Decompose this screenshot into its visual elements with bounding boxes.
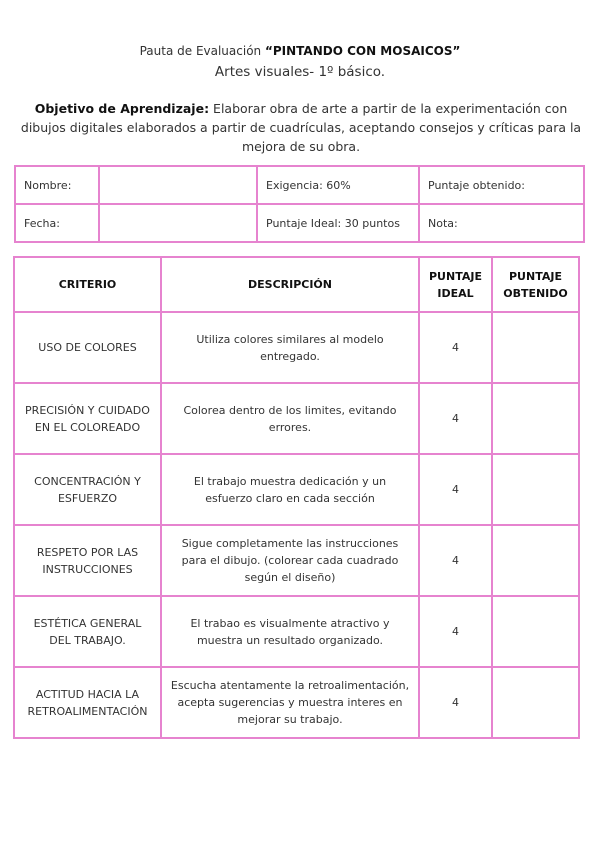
criterio-cell: ESTÉTICA GENERAL DEL TRABAJO. xyxy=(14,596,161,667)
header-puntaje-obtenido: PUNTAJE OBTENIDO xyxy=(492,257,579,312)
table-row xyxy=(15,204,584,242)
puntaje-obtenido-cell[interactable] xyxy=(492,667,579,738)
puntaje-obtenido-cell[interactable] xyxy=(492,596,579,667)
puntaje-ideal-cell: 4 xyxy=(419,312,492,383)
descripcion-cell: Escucha atentamente la retroalimentación, acepta sugerencias y muestra interes en mejorar su trabajo. xyxy=(161,667,419,738)
title-bold: “PINTANDO CON MOSAICOS” xyxy=(264,44,461,58)
criterio-cell: RESPETO POR LAS INSTRUCCIONES xyxy=(14,525,161,596)
criterio-cell: ACTITUD HACIA LA RETROALIMENTACIÓN xyxy=(14,667,161,738)
puntaje-obtenido-cell[interactable] xyxy=(492,525,579,596)
descripcion-cell: Sigue completamente las instrucciones para el dibujo. (colorear cada cuadrado según el diseño) xyxy=(161,525,419,596)
criterio-cell: CONCENTRACIÓN Y ESFUERZO xyxy=(14,454,161,525)
learning-objective xyxy=(20,99,582,156)
header-puntaje-ideal: PUNTAJE IDEAL xyxy=(419,257,492,312)
puntaje-ideal-cell: 4 xyxy=(419,596,492,667)
criterio-cell: PRECISIÓN Y CUIDADO EN EL COLOREADO xyxy=(14,383,161,454)
puntaje-ideal-cell: 4 xyxy=(419,383,492,454)
table-row xyxy=(14,667,579,738)
table-row xyxy=(14,383,579,454)
descripcion-cell: El trabajo muestra dedicación y un esfuerzo claro en cada sección xyxy=(161,454,419,525)
nombre-label: Nombre: xyxy=(15,166,99,204)
puntaje-ideal-cell: 4 xyxy=(419,525,492,596)
header-descripcion: DESCRIPCIÓN xyxy=(161,257,419,312)
table-row xyxy=(14,525,579,596)
fecha-label: Fecha: xyxy=(15,204,99,242)
table-row xyxy=(14,312,579,383)
nota-field[interactable]: Nota: xyxy=(419,204,584,242)
header-criterio: CRITERIO xyxy=(14,257,161,312)
descripcion-cell: Colorea dentro de los limites, evitando errores. xyxy=(161,383,419,454)
table-header-row xyxy=(14,257,579,312)
document-title xyxy=(0,44,600,58)
student-info-table xyxy=(14,165,585,243)
nombre-field[interactable] xyxy=(99,166,257,204)
puntaje-obtenido-cell[interactable] xyxy=(492,383,579,454)
puntaje-ideal-cell: 4 xyxy=(419,454,492,525)
rubric-table xyxy=(13,256,580,739)
puntaje-obtenido-cell[interactable] xyxy=(492,312,579,383)
title-prefix: Pauta de Evaluación xyxy=(139,44,265,58)
table-row xyxy=(15,166,584,204)
table-row xyxy=(14,454,579,525)
fecha-field[interactable] xyxy=(99,204,257,242)
criterio-cell: USO DE COLORES xyxy=(14,312,161,383)
puntaje-obtenido-cell[interactable] xyxy=(492,454,579,525)
puntaje-ideal-cell: 4 xyxy=(419,667,492,738)
puntaje-ideal-label: Puntaje Ideal: 30 puntos xyxy=(257,204,419,242)
objective-label: Objetivo de Aprendizaje: xyxy=(34,101,210,116)
descripcion-cell: El trabao es visualmente atractivo y muestra un resultado organizado. xyxy=(161,596,419,667)
document-subtitle: Artes visuales- 1º básico. xyxy=(214,64,386,80)
exigencia-label: Exigencia: 60% xyxy=(257,166,419,204)
descripcion-cell: Utiliza colores similares al modelo entregado. xyxy=(161,312,419,383)
objective-text: Elaborar obra de arte a partir de la experimentación con dibujos digitales elaborados a partir de cuadrículas, aceptando consejos y críticas para la mejora de su obra. xyxy=(20,101,582,154)
puntaje-obtenido-field[interactable]: Puntaje obtenido: xyxy=(419,166,584,204)
table-row xyxy=(14,596,579,667)
